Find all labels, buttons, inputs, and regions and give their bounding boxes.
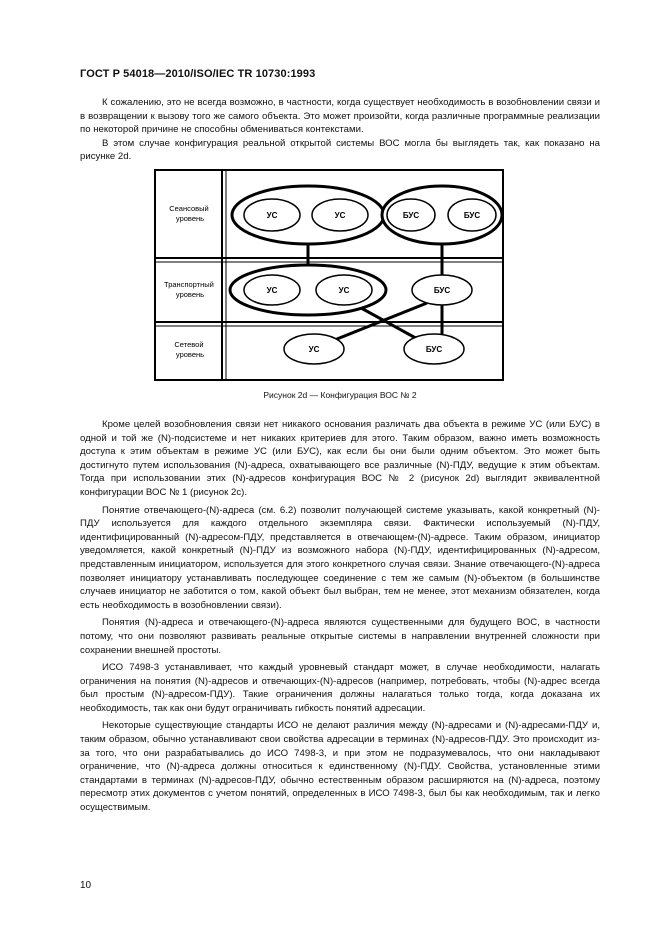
page-number: 10 (80, 880, 92, 891)
level-label-transport: Транспортный уровень (164, 280, 214, 299)
level-label-network: Сетевой уровень (174, 340, 205, 359)
session-node-label: БУС (402, 211, 420, 220)
document-header: ГОСТ Р 54018—2010/ISO/IEC TR 10730:1993 (80, 68, 316, 80)
session-node-label: УС (266, 211, 278, 220)
network-node-label: БУС (425, 345, 443, 354)
paragraph: ИСО 7498-3 устанавливает, что каждый уровневый стандарт может, в случае необходимости, налагать ограничения на понятия (N)-адресов и отвечающих-(N)-адресов (например, потребовать, чтобы (N)-адрес всегда был простым (N)-адресом-ПДУ). Такие ограничения должны налагаться только тогда, когда доказана их необходимость, так как они будут ограничивать гибкость понятий адресации. (80, 662, 600, 714)
transport-node-label: УС (338, 286, 350, 295)
figure-caption: Рисунок 2d — Конфигурация ВОС № 2 (263, 390, 417, 400)
intro-text (80, 96, 600, 164)
paragraph: Понятия (N)-адреса и отвечающего-(N)-адреса являются существенными для будущего ВОС, в частности потому, что они позволяют развивать реальные открытые системы в направлении внутренней сложности при сохранении внешней простоты. (80, 617, 600, 656)
paragraph: Кроме целей возобновления связи нет никакого основания различать два объекта в режиме УС (или БУС) в одной и той же (N)-подсистеме и нет никаких критериев для этого. Таким образом, важно иметь возможность доступа к этим объектам в режиме УС (или БУС), как если бы они были одним объектом. Это может быть достигнуто путем использования (N)-адреса, охватывающего все различные (N)-ПДУ, ведущие к этим объектам. Тогда при использовании этих (N)-адресов конфигурация ВОС № 2 (рисунок 2d) выглядит эквивалентной конфигурации ВОС № 1 (рисунок 2c). (80, 419, 600, 498)
network-node-label: УС (308, 345, 320, 354)
paragraph: Понятие отвечающего-(N)-адреса (см. 6.2) позволит получающей системе указывать, какой конкретный (N)-ПДУ используется для каждого отдельного экземпляра связи. Фактически используемый (N)-ПДУ, идентифицированный (N)-адресом-ПДУ, представляется в отвечающем-(N)-адресе. Таким образом, инициатор уведомляется, какой конкретный (N)-ПДУ из возможного набора (N)-ПДУ, идентифицированных (N)-адресом, представленным инициатором, используется для этого конкретного случая связи. Знание отвечающего-(N)-адреса позволяет инициатору устанавливать последующее соединение с тем же самым (N)-объектом (в большинстве случаев инициатор не заботится о том, какой объект был выбран, тем не менее, этот механизм обязателен, когда есть необходимость в возобновлении связи). (80, 504, 600, 611)
osi-configuration-diagram (154, 169, 504, 386)
paragraph: К сожалению, это не всегда возможно, в частности, когда существует необходимость в возобновлении связи и в возвращении к вызову того же самого объекта. Это может произойти, когда различные программные реализации по некоторой причине не способны обмениваться контекстами. (80, 97, 600, 136)
session-node-label: УС (334, 211, 346, 220)
session-node-label: БУС (463, 211, 481, 220)
transport-node-label: УС (266, 286, 278, 295)
paragraph: В этом случае конфигурация реальной открытой системы ВОС могла бы выглядеть так, как показано на рисунке 2d. (80, 137, 600, 163)
body-text (80, 418, 600, 815)
paragraph: Некоторые существующие стандарты ИСО не делают различия между (N)-адресами и (N)-адресами-ПДУ и, таким образом, обычно устанавливают свои свойства адресации в терминах (N)-адресов-ПДУ. Это происходит из-за того, что они разрабатывались до ИСО 7498-3, и при этом не подразумевалось, что они накладывают ограничение, что (N)-адреса должны относиться к единственному (N)-ПДУ. Свойства, установленные этими стандартами в терминах (N)-адресов-ПДУ, обычно естественным образом расширяются на (N)-адреса, поэтому пересмотр этих документов с учетом понятий, определенных в ИСО 7498-3, был бы как необходимым, так и легко осуществимым. (80, 720, 600, 814)
transport-node-label: БУС (433, 286, 451, 295)
level-label-session: Сеансовый уровень (169, 204, 209, 223)
